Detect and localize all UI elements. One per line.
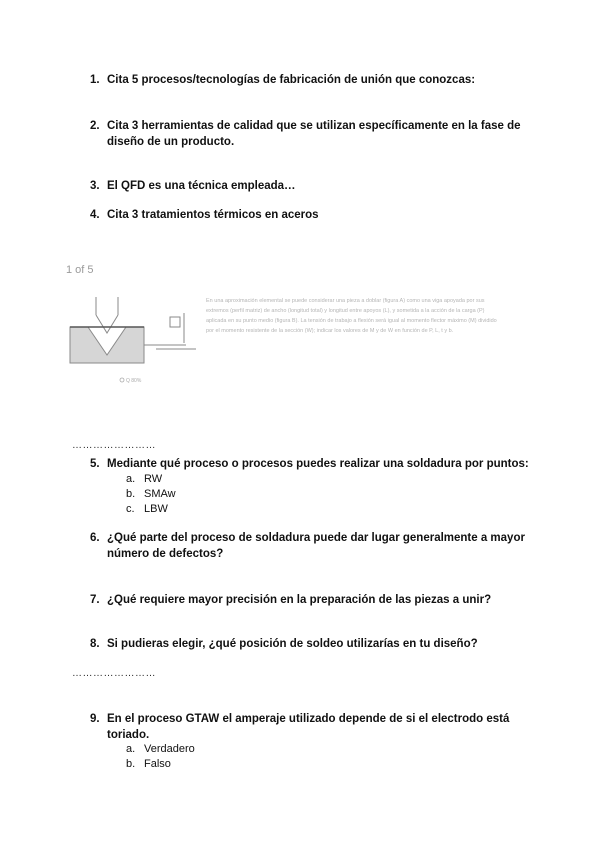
question-7 bbox=[90, 592, 530, 608]
option[interactable]: b. SMAw bbox=[126, 488, 176, 500]
question-number: 9. bbox=[90, 713, 100, 725]
question-number: 4. bbox=[90, 209, 100, 221]
question-number: 1. bbox=[90, 74, 100, 86]
clamp-small bbox=[170, 317, 180, 327]
question-6 bbox=[90, 530, 530, 562]
option[interactable]: a. Verdadero bbox=[126, 743, 195, 755]
question-number: 7. bbox=[90, 594, 100, 606]
question-text: En el proceso GTAW el amperaje utilizado depende de si el electrodo está toriado. bbox=[107, 713, 510, 741]
question-number: 5. bbox=[90, 458, 100, 470]
question-text: Cita 3 tratamientos térmicos en aceros bbox=[107, 209, 319, 221]
question-9-options bbox=[126, 742, 195, 772]
question-8 bbox=[90, 636, 530, 652]
question-5-options bbox=[126, 472, 176, 517]
dotted-separator: …………………… bbox=[72, 440, 156, 451]
question-9 bbox=[90, 711, 530, 743]
question-number: 2. bbox=[90, 120, 100, 132]
question-text: ¿Qué parte del proceso de soldadura puede dar lugar generalmente a mayor número de defectos? bbox=[107, 532, 525, 560]
zoom-caption: Q 80% bbox=[126, 378, 142, 384]
dotted-separator: …………………… bbox=[72, 668, 156, 679]
page-counter: 1 of 5 bbox=[66, 264, 94, 276]
zoom-icon bbox=[120, 378, 124, 382]
question-number: 6. bbox=[90, 532, 100, 544]
question-number: 3. bbox=[90, 180, 100, 192]
option[interactable]: b. Falso bbox=[126, 758, 171, 770]
question-text: Cita 3 herramientas de calidad que se utilizan específicamente en la fase de diseño de un producto. bbox=[107, 120, 521, 148]
option[interactable]: c. LBW bbox=[126, 503, 168, 515]
question-text: Si pudieras elegir, ¿qué posición de soldeo utilizarías en tu diseño? bbox=[107, 638, 478, 650]
question-3 bbox=[90, 178, 530, 194]
question-text: El QFD es una técnica empleada… bbox=[107, 180, 296, 192]
question-1 bbox=[90, 72, 530, 88]
option[interactable]: a. RW bbox=[126, 473, 163, 485]
question-4 bbox=[90, 207, 530, 223]
question-number: 8. bbox=[90, 638, 100, 650]
question-text: ¿Qué requiere mayor precisión en la preparación de las piezas a unir? bbox=[107, 594, 492, 606]
question-2 bbox=[90, 118, 530, 150]
question-5 bbox=[90, 456, 530, 472]
embedded-paragraph: En una aproximación elemental se puede considerar una pieza a doblar (figura A) como una viga apoyada por sus extremos (perfil matriz) de ancho (longitud total) y longitud entre apoyos (L), y sometida a la acción de la carga (P) aplicada en su punto medio (figura B). La tensión de trabajo a flexión será igual al momento flector máximo (M) dividido por el momento resistente de la sección (W); indicar los valores de M y de W en función de P, L, t y b. bbox=[206, 298, 497, 334]
question-text: Mediante qué proceso o procesos puedes realizar una soldadura por puntos: bbox=[107, 458, 529, 470]
question-text: Cita 5 procesos/tecnologías de fabricación de unión que conozcas: bbox=[107, 74, 476, 86]
